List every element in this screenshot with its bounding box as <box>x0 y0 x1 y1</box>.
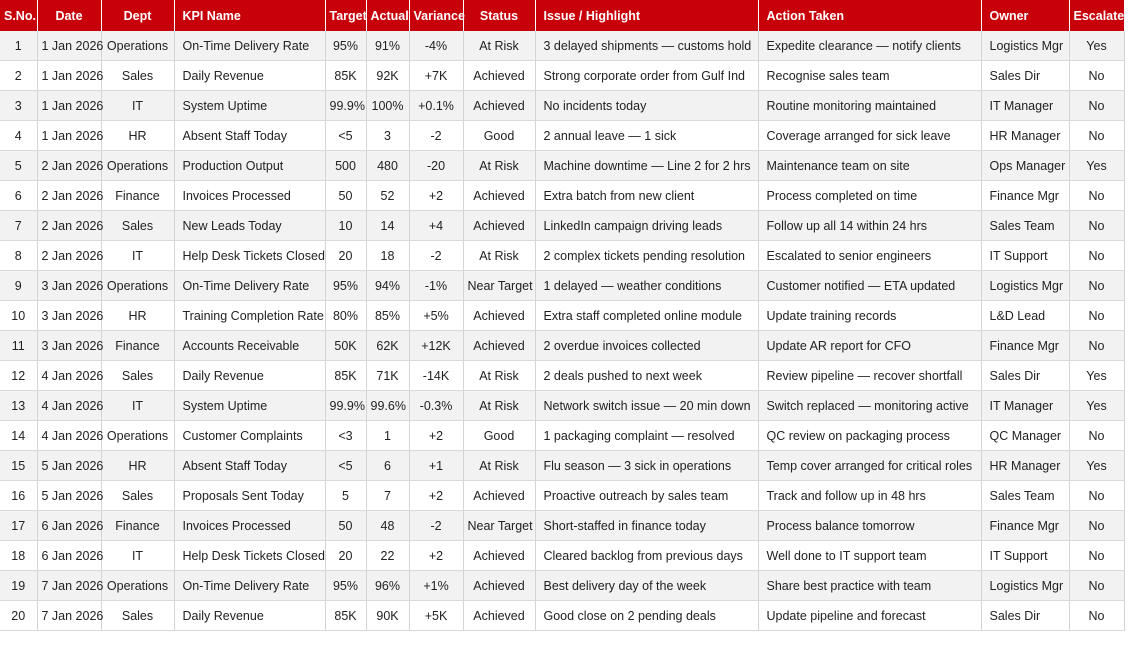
variance-cell: -14K <box>409 361 463 391</box>
sno-cell: 16 <box>0 481 37 511</box>
owner-cell: HR Manager <box>981 121 1069 151</box>
kpi-name-cell: On-Time Delivery Rate <box>174 31 325 61</box>
kpi-name-cell: Daily Revenue <box>174 361 325 391</box>
target-cell: <3 <box>325 421 366 451</box>
column-header-dept: Dept <box>101 0 174 31</box>
action-taken-cell: Process completed on time <box>758 181 981 211</box>
target-cell: 95% <box>325 31 366 61</box>
target-cell: 85K <box>325 61 366 91</box>
escalated-cell: No <box>1069 571 1124 601</box>
date-cell: 2 Jan 2026 <box>37 241 101 271</box>
dept-cell: Finance <box>101 181 174 211</box>
target-cell: <5 <box>325 121 366 151</box>
escalated-cell: Yes <box>1069 361 1124 391</box>
variance-cell: -2 <box>409 121 463 151</box>
action-taken-cell: Expedite clearance — notify clients <box>758 31 981 61</box>
status-cell: At Risk <box>463 241 535 271</box>
kpi-name-cell: Daily Revenue <box>174 601 325 631</box>
dept-cell: HR <box>101 301 174 331</box>
issue-highlight-cell: Extra staff completed online module <box>535 301 758 331</box>
target-cell: 85K <box>325 361 366 391</box>
date-cell: 2 Jan 2026 <box>37 181 101 211</box>
owner-cell: Sales Dir <box>981 601 1069 631</box>
actual-cell: 94% <box>366 271 409 301</box>
target-cell: 99.9% <box>325 91 366 121</box>
status-cell: Achieved <box>463 61 535 91</box>
kpi-name-cell: New Leads Today <box>174 211 325 241</box>
escalated-cell: No <box>1069 331 1124 361</box>
status-cell: Near Target <box>463 271 535 301</box>
target-cell: 95% <box>325 271 366 301</box>
kpi-name-cell: Absent Staff Today <box>174 121 325 151</box>
action-taken-cell: Maintenance team on site <box>758 151 981 181</box>
variance-cell: +2 <box>409 421 463 451</box>
target-cell: 50K <box>325 331 366 361</box>
actual-cell: 96% <box>366 571 409 601</box>
issue-highlight-cell: 3 delayed shipments — customs hold <box>535 31 758 61</box>
sno-cell: 11 <box>0 331 37 361</box>
status-cell: Achieved <box>463 481 535 511</box>
kpi-name-cell: Accounts Receivable <box>174 331 325 361</box>
date-cell: 3 Jan 2026 <box>37 331 101 361</box>
table-row <box>0 91 1124 121</box>
action-taken-cell: QC review on packaging process <box>758 421 981 451</box>
variance-cell: +12K <box>409 331 463 361</box>
sno-cell: 10 <box>0 301 37 331</box>
dept-cell: Operations <box>101 571 174 601</box>
action-taken-cell: Update pipeline and forecast <box>758 601 981 631</box>
table-row <box>0 571 1124 601</box>
date-cell: 7 Jan 2026 <box>37 601 101 631</box>
variance-cell: +2 <box>409 541 463 571</box>
sno-cell: 4 <box>0 121 37 151</box>
table-row <box>0 361 1124 391</box>
variance-cell: +4 <box>409 211 463 241</box>
issue-highlight-cell: 2 annual leave — 1 sick <box>535 121 758 151</box>
date-cell: 1 Jan 2026 <box>37 91 101 121</box>
kpi-name-cell: Invoices Processed <box>174 181 325 211</box>
target-cell: 80% <box>325 301 366 331</box>
action-taken-cell: Review pipeline — recover shortfall <box>758 361 981 391</box>
status-cell: Achieved <box>463 331 535 361</box>
escalated-cell: No <box>1069 601 1124 631</box>
actual-cell: 92K <box>366 61 409 91</box>
variance-cell: +5K <box>409 601 463 631</box>
kpi-name-cell: Daily Revenue <box>174 61 325 91</box>
escalated-cell: Yes <box>1069 391 1124 421</box>
actual-cell: 6 <box>366 451 409 481</box>
date-cell: 1 Jan 2026 <box>37 61 101 91</box>
owner-cell: IT Manager <box>981 391 1069 421</box>
kpi-name-cell: Help Desk Tickets Closed <box>174 241 325 271</box>
table-row <box>0 61 1124 91</box>
escalated-cell: No <box>1069 211 1124 241</box>
escalated-cell: No <box>1069 541 1124 571</box>
date-cell: 1 Jan 2026 <box>37 31 101 61</box>
actual-cell: 90K <box>366 601 409 631</box>
issue-highlight-cell: Extra batch from new client <box>535 181 758 211</box>
status-cell: At Risk <box>463 451 535 481</box>
actual-cell: 1 <box>366 421 409 451</box>
column-header-kpi-name: KPI Name <box>174 0 325 31</box>
status-cell: Achieved <box>463 181 535 211</box>
target-cell: 95% <box>325 571 366 601</box>
status-cell: Achieved <box>463 541 535 571</box>
owner-cell: Finance Mgr <box>981 331 1069 361</box>
table-row <box>0 331 1124 361</box>
variance-cell: +2 <box>409 481 463 511</box>
variance-cell: -1% <box>409 271 463 301</box>
variance-cell: +0.1% <box>409 91 463 121</box>
table-row <box>0 271 1124 301</box>
action-taken-cell: Share best practice with team <box>758 571 981 601</box>
date-cell: 4 Jan 2026 <box>37 391 101 421</box>
issue-highlight-cell: Best delivery day of the week <box>535 571 758 601</box>
issue-highlight-cell: 1 packaging complaint — resolved <box>535 421 758 451</box>
issue-highlight-cell: Proactive outreach by sales team <box>535 481 758 511</box>
kpi-name-cell: Production Output <box>174 151 325 181</box>
table-row <box>0 451 1124 481</box>
status-cell: At Risk <box>463 151 535 181</box>
action-taken-cell: Coverage arranged for sick leave <box>758 121 981 151</box>
owner-cell: IT Manager <box>981 91 1069 121</box>
escalated-cell: No <box>1069 121 1124 151</box>
dept-cell: Sales <box>101 61 174 91</box>
kpi-name-cell: System Uptime <box>174 91 325 121</box>
owner-cell: IT Support <box>981 241 1069 271</box>
dept-cell: Operations <box>101 271 174 301</box>
target-cell: 50 <box>325 511 366 541</box>
action-taken-cell: Recognise sales team <box>758 61 981 91</box>
escalated-cell: No <box>1069 481 1124 511</box>
issue-highlight-cell: LinkedIn campaign driving leads <box>535 211 758 241</box>
dept-cell: Sales <box>101 211 174 241</box>
variance-cell: -4% <box>409 31 463 61</box>
owner-cell: Finance Mgr <box>981 511 1069 541</box>
table-row <box>0 391 1124 421</box>
kpi-name-cell: On-Time Delivery Rate <box>174 571 325 601</box>
status-cell: Achieved <box>463 91 535 121</box>
escalated-cell: Yes <box>1069 451 1124 481</box>
sno-cell: 3 <box>0 91 37 121</box>
status-cell: Good <box>463 421 535 451</box>
escalated-cell: Yes <box>1069 31 1124 61</box>
actual-cell: 100% <box>366 91 409 121</box>
dept-cell: Operations <box>101 151 174 181</box>
sno-cell: 18 <box>0 541 37 571</box>
status-cell: At Risk <box>463 391 535 421</box>
status-cell: Achieved <box>463 601 535 631</box>
issue-highlight-cell: 2 overdue invoices collected <box>535 331 758 361</box>
sno-cell: 2 <box>0 61 37 91</box>
column-header-variance: Variance <box>409 0 463 31</box>
dept-cell: IT <box>101 91 174 121</box>
dept-cell: Operations <box>101 31 174 61</box>
dept-cell: HR <box>101 451 174 481</box>
column-header-target: Target <box>325 0 366 31</box>
date-cell: 2 Jan 2026 <box>37 151 101 181</box>
date-cell: 3 Jan 2026 <box>37 301 101 331</box>
sno-cell: 8 <box>0 241 37 271</box>
column-header-sno: S.No. <box>0 0 37 31</box>
escalated-cell: No <box>1069 181 1124 211</box>
actual-cell: 48 <box>366 511 409 541</box>
owner-cell: Sales Team <box>981 211 1069 241</box>
action-taken-cell: Process balance tomorrow <box>758 511 981 541</box>
table-row <box>0 541 1124 571</box>
dept-cell: Finance <box>101 511 174 541</box>
actual-cell: 3 <box>366 121 409 151</box>
date-cell: 3 Jan 2026 <box>37 271 101 301</box>
dept-cell: Finance <box>101 331 174 361</box>
table-row <box>0 181 1124 211</box>
target-cell: <5 <box>325 451 366 481</box>
action-taken-cell: Switch replaced — monitoring active <box>758 391 981 421</box>
target-cell: 50 <box>325 181 366 211</box>
action-taken-cell: Customer notified — ETA updated <box>758 271 981 301</box>
sno-cell: 12 <box>0 361 37 391</box>
date-cell: 5 Jan 2026 <box>37 481 101 511</box>
column-header-status: Status <box>463 0 535 31</box>
kpi-name-cell: Training Completion Rate <box>174 301 325 331</box>
issue-highlight-cell: 1 delayed — weather conditions <box>535 271 758 301</box>
owner-cell: HR Manager <box>981 451 1069 481</box>
owner-cell: Sales Team <box>981 481 1069 511</box>
issue-highlight-cell: Network switch issue — 20 min down <box>535 391 758 421</box>
escalated-cell: No <box>1069 271 1124 301</box>
column-header-actual: Actual <box>366 0 409 31</box>
status-cell: Achieved <box>463 571 535 601</box>
table-row <box>0 301 1124 331</box>
kpi-name-cell: Proposals Sent Today <box>174 481 325 511</box>
table-body <box>0 31 1124 631</box>
target-cell: 20 <box>325 241 366 271</box>
owner-cell: Logistics Mgr <box>981 31 1069 61</box>
action-taken-cell: Temp cover arranged for critical roles <box>758 451 981 481</box>
table-row <box>0 241 1124 271</box>
sno-cell: 1 <box>0 31 37 61</box>
sno-cell: 9 <box>0 271 37 301</box>
table-row <box>0 481 1124 511</box>
issue-highlight-cell: 2 complex tickets pending resolution <box>535 241 758 271</box>
table-row <box>0 601 1124 631</box>
status-cell: Achieved <box>463 211 535 241</box>
dept-cell: Operations <box>101 421 174 451</box>
variance-cell: +1 <box>409 451 463 481</box>
status-cell: Near Target <box>463 511 535 541</box>
escalated-cell: No <box>1069 61 1124 91</box>
variance-cell: -20 <box>409 151 463 181</box>
target-cell: 5 <box>325 481 366 511</box>
owner-cell: Sales Dir <box>981 61 1069 91</box>
owner-cell: QC Manager <box>981 421 1069 451</box>
target-cell: 99.9% <box>325 391 366 421</box>
actual-cell: 99.6% <box>366 391 409 421</box>
status-cell: At Risk <box>463 31 535 61</box>
kpi-name-cell: Absent Staff Today <box>174 451 325 481</box>
issue-highlight-cell: Short-staffed in finance today <box>535 511 758 541</box>
column-header-owner: Owner <box>981 0 1069 31</box>
column-header-escalated: Escalated <box>1069 0 1124 31</box>
date-cell: 7 Jan 2026 <box>37 571 101 601</box>
actual-cell: 7 <box>366 481 409 511</box>
dept-cell: IT <box>101 241 174 271</box>
issue-highlight-cell: No incidents today <box>535 91 758 121</box>
sno-cell: 20 <box>0 601 37 631</box>
table-row <box>0 511 1124 541</box>
actual-cell: 480 <box>366 151 409 181</box>
variance-cell: +7K <box>409 61 463 91</box>
kpi-name-cell: On-Time Delivery Rate <box>174 271 325 301</box>
variance-cell: +1% <box>409 571 463 601</box>
column-header-date: Date <box>37 0 101 31</box>
actual-cell: 91% <box>366 31 409 61</box>
owner-cell: Logistics Mgr <box>981 571 1069 601</box>
action-taken-cell: Escalated to senior engineers <box>758 241 981 271</box>
variance-cell: -0.3% <box>409 391 463 421</box>
owner-cell: Finance Mgr <box>981 181 1069 211</box>
action-taken-cell: Well done to IT support team <box>758 541 981 571</box>
issue-highlight-cell: Machine downtime — Line 2 for 2 hrs <box>535 151 758 181</box>
header-row <box>0 0 1124 31</box>
sno-cell: 7 <box>0 211 37 241</box>
date-cell: 5 Jan 2026 <box>37 451 101 481</box>
issue-highlight-cell: Flu season — 3 sick in operations <box>535 451 758 481</box>
sno-cell: 6 <box>0 181 37 211</box>
kpi-name-cell: System Uptime <box>174 391 325 421</box>
table-row <box>0 121 1124 151</box>
actual-cell: 14 <box>366 211 409 241</box>
actual-cell: 62K <box>366 331 409 361</box>
date-cell: 2 Jan 2026 <box>37 211 101 241</box>
actual-cell: 18 <box>366 241 409 271</box>
date-cell: 1 Jan 2026 <box>37 121 101 151</box>
table-row <box>0 421 1124 451</box>
sno-cell: 15 <box>0 451 37 481</box>
actual-cell: 22 <box>366 541 409 571</box>
table-row <box>0 151 1124 181</box>
status-cell: At Risk <box>463 361 535 391</box>
date-cell: 6 Jan 2026 <box>37 511 101 541</box>
kpi-name-cell: Help Desk Tickets Closed <box>174 541 325 571</box>
sno-cell: 17 <box>0 511 37 541</box>
variance-cell: -2 <box>409 241 463 271</box>
dept-cell: Sales <box>101 601 174 631</box>
issue-highlight-cell: Good close on 2 pending deals <box>535 601 758 631</box>
escalated-cell: No <box>1069 301 1124 331</box>
target-cell: 10 <box>325 211 366 241</box>
dept-cell: Sales <box>101 481 174 511</box>
issue-highlight-cell: Cleared backlog from previous days <box>535 541 758 571</box>
status-cell: Good <box>463 121 535 151</box>
action-taken-cell: Track and follow up in 48 hrs <box>758 481 981 511</box>
target-cell: 85K <box>325 601 366 631</box>
kpi-name-cell: Invoices Processed <box>174 511 325 541</box>
sno-cell: 14 <box>0 421 37 451</box>
escalated-cell: No <box>1069 511 1124 541</box>
escalated-cell: No <box>1069 91 1124 121</box>
sno-cell: 5 <box>0 151 37 181</box>
issue-highlight-cell: Strong corporate order from Gulf Ind <box>535 61 758 91</box>
escalated-cell: No <box>1069 421 1124 451</box>
target-cell: 500 <box>325 151 366 181</box>
owner-cell: IT Support <box>981 541 1069 571</box>
sno-cell: 19 <box>0 571 37 601</box>
target-cell: 20 <box>325 541 366 571</box>
action-taken-cell: Routine monitoring maintained <box>758 91 981 121</box>
actual-cell: 71K <box>366 361 409 391</box>
variance-cell: +5% <box>409 301 463 331</box>
table-row <box>0 31 1124 61</box>
column-header-action-taken: Action Taken <box>758 0 981 31</box>
sno-cell: 13 <box>0 391 37 421</box>
table-row <box>0 211 1124 241</box>
dept-cell: Sales <box>101 361 174 391</box>
actual-cell: 52 <box>366 181 409 211</box>
owner-cell: L&D Lead <box>981 301 1069 331</box>
date-cell: 4 Jan 2026 <box>37 421 101 451</box>
status-cell: Achieved <box>463 301 535 331</box>
dept-cell: IT <box>101 391 174 421</box>
date-cell: 4 Jan 2026 <box>37 361 101 391</box>
dept-cell: IT <box>101 541 174 571</box>
owner-cell: Logistics Mgr <box>981 271 1069 301</box>
escalated-cell: No <box>1069 241 1124 271</box>
date-cell: 6 Jan 2026 <box>37 541 101 571</box>
escalated-cell: Yes <box>1069 151 1124 181</box>
issue-highlight-cell: 2 deals pushed to next week <box>535 361 758 391</box>
dept-cell: HR <box>101 121 174 151</box>
owner-cell: Sales Dir <box>981 361 1069 391</box>
action-taken-cell: Update AR report for CFO <box>758 331 981 361</box>
actual-cell: 85% <box>366 301 409 331</box>
kpi-name-cell: Customer Complaints <box>174 421 325 451</box>
variance-cell: -2 <box>409 511 463 541</box>
variance-cell: +2 <box>409 181 463 211</box>
action-taken-cell: Follow up all 14 within 24 hrs <box>758 211 981 241</box>
column-header-issue-highlight: Issue / Highlight <box>535 0 758 31</box>
owner-cell: Ops Manager <box>981 151 1069 181</box>
action-taken-cell: Update training records <box>758 301 981 331</box>
